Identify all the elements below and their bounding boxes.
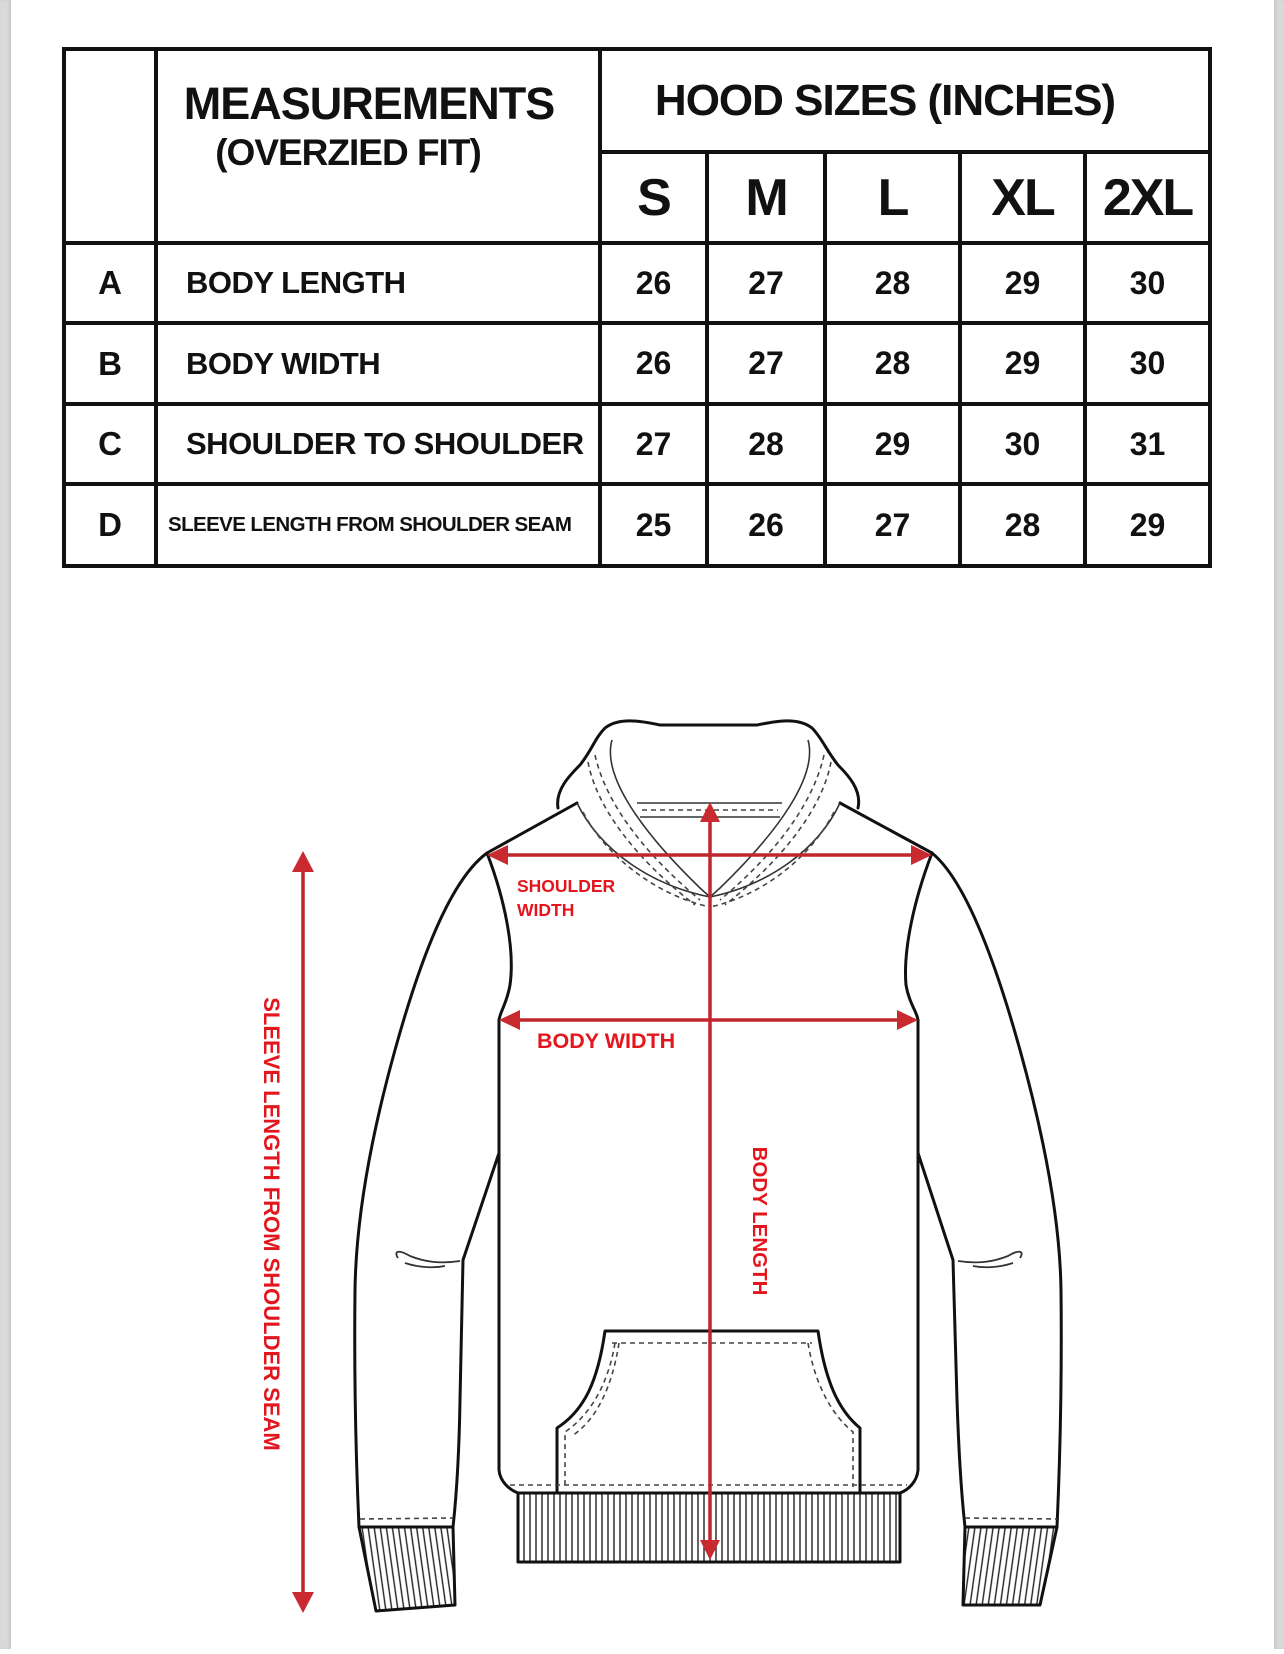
- size-value-2xl: 31: [1129, 425, 1166, 462]
- row-label: BODY LENGTH: [186, 265, 406, 300]
- body-width-label: BODY WIDTH: [537, 1029, 676, 1053]
- right-shoulder-line: [840, 803, 932, 853]
- size-value-xl: 29: [1004, 345, 1041, 381]
- size-value-2xl: 29: [1129, 506, 1166, 543]
- size-value-m: 28: [748, 425, 784, 462]
- row-letter: A: [98, 264, 122, 301]
- sleeve-length-arrowhead-top: [292, 851, 314, 872]
- row-letter: C: [98, 425, 122, 462]
- size-header-s: S: [637, 168, 670, 227]
- hood-stitch-right-1: [720, 755, 824, 900]
- size-value-l: 29: [874, 425, 911, 462]
- size-header-m: M: [745, 168, 787, 227]
- right-sleeve-crease: [958, 1252, 1022, 1268]
- left-cuff-stitch: [360, 1518, 453, 1519]
- left-sleeve-crease: [396, 1252, 460, 1268]
- size-value-l: 28: [874, 264, 911, 301]
- row-letter: D: [98, 506, 122, 543]
- size-value-s: 26: [635, 345, 672, 381]
- size-value-2xl: 30: [1129, 345, 1166, 381]
- left-armhole: [487, 853, 511, 1020]
- shoulder-width-label: [517, 874, 615, 922]
- left-sleeve-outer: [355, 853, 487, 1527]
- size-header-2xl: 2XL: [1102, 168, 1193, 227]
- size-value-m: 27: [748, 345, 784, 381]
- body-length-arrowhead-top: [700, 802, 720, 822]
- size-header-xl: XL: [991, 168, 1054, 227]
- row-letter: B: [98, 344, 122, 382]
- right-body-side: [900, 1020, 918, 1493]
- size-value-l: 27: [874, 506, 911, 543]
- size-value-s: 26: [635, 264, 672, 301]
- right-sleeve-inner: [918, 1153, 965, 1527]
- left-cuff-rib: [359, 1527, 455, 1611]
- hood-inner-left: [610, 740, 710, 897]
- left-body-side: [499, 1020, 518, 1493]
- size-value-xl: 30: [1004, 425, 1041, 462]
- right-cuff-rib: [963, 1527, 1057, 1605]
- row-label: SHOULDER TO SHOULDER: [186, 426, 584, 461]
- body-length-label: BODY LENGTH: [748, 1146, 771, 1296]
- left-shoulder-line: [487, 803, 577, 853]
- row-label: BODY WIDTH: [186, 345, 381, 381]
- sleeve-length-arrowhead-bottom: [292, 1592, 314, 1613]
- sizes-heading: HOOD SIZES (INCHES): [654, 75, 1116, 125]
- size-value-2xl: 30: [1129, 264, 1166, 301]
- size-value-m: 27: [748, 264, 784, 301]
- size-value-s: 27: [635, 425, 672, 462]
- right-cuff-stitch: [965, 1518, 1057, 1519]
- size-value-s: 25: [635, 506, 672, 543]
- size-value-m: 26: [748, 506, 784, 543]
- shoulder-width-label-line2: WIDTH: [517, 900, 575, 920]
- sleeve-length-label: SLEEVE LENGTH FROM SHOULDER SEAM: [259, 997, 284, 1451]
- size-header-l: L: [877, 168, 908, 227]
- size-value-xl: 28: [1004, 506, 1041, 543]
- left-sleeve-inner: [453, 1153, 499, 1527]
- row-label: SLEEVE LENGTH FROM SHOULDER SEAM: [168, 513, 572, 536]
- size-value-l: 28: [874, 345, 911, 381]
- hood-outline: [558, 721, 859, 808]
- right-sleeve-outer: [932, 853, 1061, 1527]
- size-value-xl: 29: [1004, 264, 1041, 301]
- shoulder-width-label-line1: SHOULDER: [517, 876, 616, 896]
- measurements-heading: MEASUREMENTS: [183, 78, 555, 129]
- fit-label: (OVERZIED FIT): [215, 132, 481, 173]
- hood-inner-right: [710, 740, 810, 897]
- right-armhole: [906, 853, 932, 1020]
